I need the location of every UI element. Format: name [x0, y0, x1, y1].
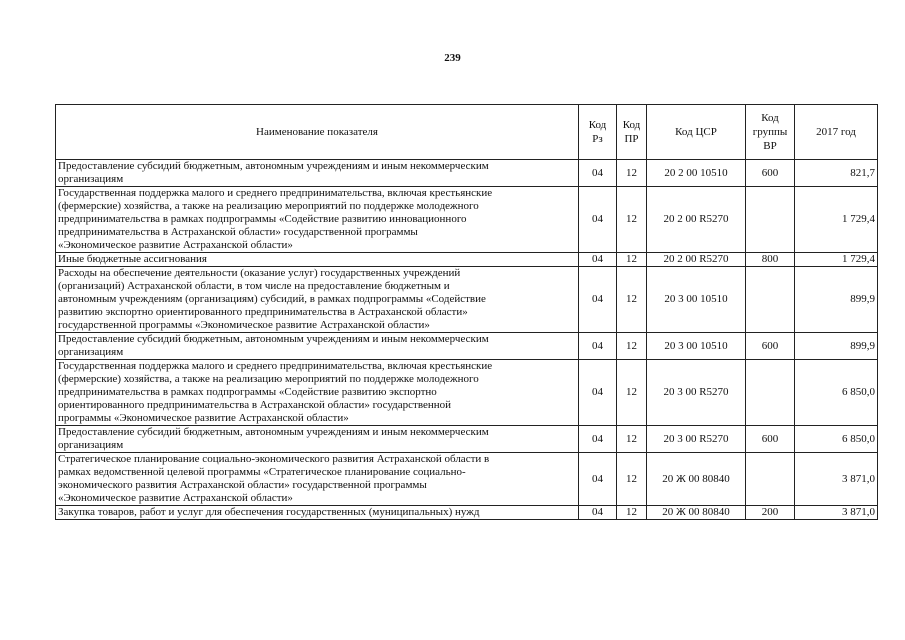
row-name-line: «Экономическое развитие Астраханской области»: [58, 492, 293, 504]
row-name-line: Расходы на обеспечение деятельности (оказание услуг) государственных учреждений: [58, 267, 461, 279]
table-row: [56, 453, 878, 506]
row-amount: 899,9: [795, 267, 878, 333]
row-name-line: предпринимательства в рамках подпрограммы «Содействие развитию инновационного: [58, 213, 467, 225]
row-name-line: ориентированного предпринимательства в Астраханской области» государственной: [58, 399, 452, 411]
header-rz: Код Рз: [579, 105, 617, 160]
row-amount: 6 850,0: [795, 360, 878, 426]
table-row: [56, 506, 878, 520]
header-csr: Код ЦСР: [647, 105, 746, 160]
row-rz: 04: [579, 333, 617, 360]
row-name-line: развитию экспортно ориентированного предпринимательства в Астраханской области»: [58, 306, 468, 318]
table-row: [56, 160, 878, 187]
table-row: [56, 360, 878, 426]
row-name-line: экономического развития Астраханской области» государственной программы: [58, 479, 427, 491]
row-csr: 20 Ж 00 80840: [647, 506, 746, 520]
row-vr: 800: [746, 253, 795, 267]
row-amount: 3 871,0: [795, 506, 878, 520]
row-csr: 20 3 00 R5270: [647, 426, 746, 453]
row-name-line: (организаций) Астраханской области, в том числе на предоставление бюджетным и: [58, 280, 450, 292]
page-number: 239: [444, 52, 461, 64]
table-row: [56, 253, 878, 267]
row-name: [56, 333, 579, 360]
row-csr: 20 3 00 10510: [647, 267, 746, 333]
row-name-line: Закупка товаров, работ и услуг для обеспечения государственных (муниципальных) нужд: [58, 506, 480, 518]
row-rz: 04: [579, 506, 617, 520]
row-amount: 3 871,0: [795, 453, 878, 506]
header-pr: Код ПР: [617, 105, 647, 160]
row-name-line: Государственная поддержка малого и среднего предпринимательства, включая крестьянские: [58, 360, 493, 372]
row-amount: 899,9: [795, 333, 878, 360]
row-name: [56, 160, 579, 187]
row-csr: 20 2 00 R5270: [647, 187, 746, 253]
row-vr: [746, 187, 795, 253]
row-amount: 6 850,0: [795, 426, 878, 453]
row-rz: 04: [579, 267, 617, 333]
row-name-line: предпринимательства в рамках подпрограммы «Содействие развитию экспортно: [58, 386, 437, 398]
row-name-line: (фермерские) хозяйства, а также на реализацию мероприятий по поддержке молодежного: [58, 200, 479, 212]
row-csr: 20 3 00 R5270: [647, 360, 746, 426]
row-name-line: программы «Экономическое развитие Астраханской области»: [58, 412, 349, 424]
row-name-line: Предоставление субсидий бюджетным, автономным учреждениям и иным некоммерческим: [58, 426, 489, 438]
row-rz: 04: [579, 426, 617, 453]
row-name: [56, 267, 579, 333]
row-name: [56, 426, 579, 453]
row-pr: 12: [617, 160, 647, 187]
row-name-line: автономным учреждениям (организациям) субсидий, в рамках подпрограммы «Содействие: [58, 293, 486, 305]
table-row: [56, 333, 878, 360]
table-row: [56, 426, 878, 453]
row-pr: 12: [617, 506, 647, 520]
row-name: [56, 253, 579, 267]
row-amount: 1 729,4: [795, 253, 878, 267]
row-name: [56, 453, 579, 506]
row-vr: 200: [746, 506, 795, 520]
row-name-line: организациям: [58, 346, 124, 358]
row-vr: [746, 360, 795, 426]
row-pr: 12: [617, 253, 647, 267]
row-name-line: Предоставление субсидий бюджетным, автономным учреждениям и иным некоммерческим: [58, 160, 489, 172]
row-amount: 1 729,4: [795, 187, 878, 253]
header-vr: Код группы ВР: [746, 105, 795, 160]
row-csr: 20 2 00 10510: [647, 160, 746, 187]
row-name: [56, 187, 579, 253]
row-vr: [746, 453, 795, 506]
row-vr: [746, 267, 795, 333]
table-row: [56, 267, 878, 333]
row-rz: 04: [579, 160, 617, 187]
row-name-line: рамках ведомственной целевой программы «Стратегическое планирование социально-: [58, 466, 466, 478]
row-pr: 12: [617, 360, 647, 426]
row-name-line: государственной программы «Экономическое развитие Астраханской области»: [58, 319, 430, 331]
row-name: [56, 506, 579, 520]
row-vr: 600: [746, 333, 795, 360]
row-name-line: Предоставление субсидий бюджетным, автономным учреждениям и иным некоммерческим: [58, 333, 489, 345]
row-name-line: (фермерские) хозяйства, а также на реализацию мероприятий по поддержке молодежного: [58, 373, 479, 385]
row-name-line: Стратегическое планирование социально-экономического развития Астраханской области в: [58, 453, 490, 465]
row-name-line: Государственная поддержка малого и среднего предпринимательства, включая крестьянские: [58, 187, 493, 199]
row-name-line: предпринимательства в Астраханской области» государственной программы: [58, 226, 418, 238]
row-csr: 20 2 00 R5270: [647, 253, 746, 267]
row-rz: 04: [579, 453, 617, 506]
row-vr: 600: [746, 426, 795, 453]
row-pr: 12: [617, 333, 647, 360]
row-csr: 20 Ж 00 80840: [647, 453, 746, 506]
row-name: [56, 360, 579, 426]
row-pr: 12: [617, 187, 647, 253]
row-pr: 12: [617, 267, 647, 333]
header-name: Наименование показателя: [56, 105, 579, 160]
header-year: 2017 год: [795, 105, 878, 160]
row-amount: 821,7: [795, 160, 878, 187]
row-name-line: «Экономическое развитие Астраханской области»: [58, 239, 293, 251]
row-name-line: Иные бюджетные ассигнования: [58, 253, 207, 265]
row-rz: 04: [579, 187, 617, 253]
row-name-line: организациям: [58, 173, 124, 185]
row-name-line: организациям: [58, 439, 124, 451]
row-vr: 600: [746, 160, 795, 187]
table-row: [56, 187, 878, 253]
row-csr: 20 3 00 10510: [647, 333, 746, 360]
row-rz: 04: [579, 360, 617, 426]
row-pr: 12: [617, 426, 647, 453]
header-row: [56, 105, 878, 160]
row-pr: 12: [617, 453, 647, 506]
budget-table: [55, 104, 878, 520]
row-rz: 04: [579, 253, 617, 267]
